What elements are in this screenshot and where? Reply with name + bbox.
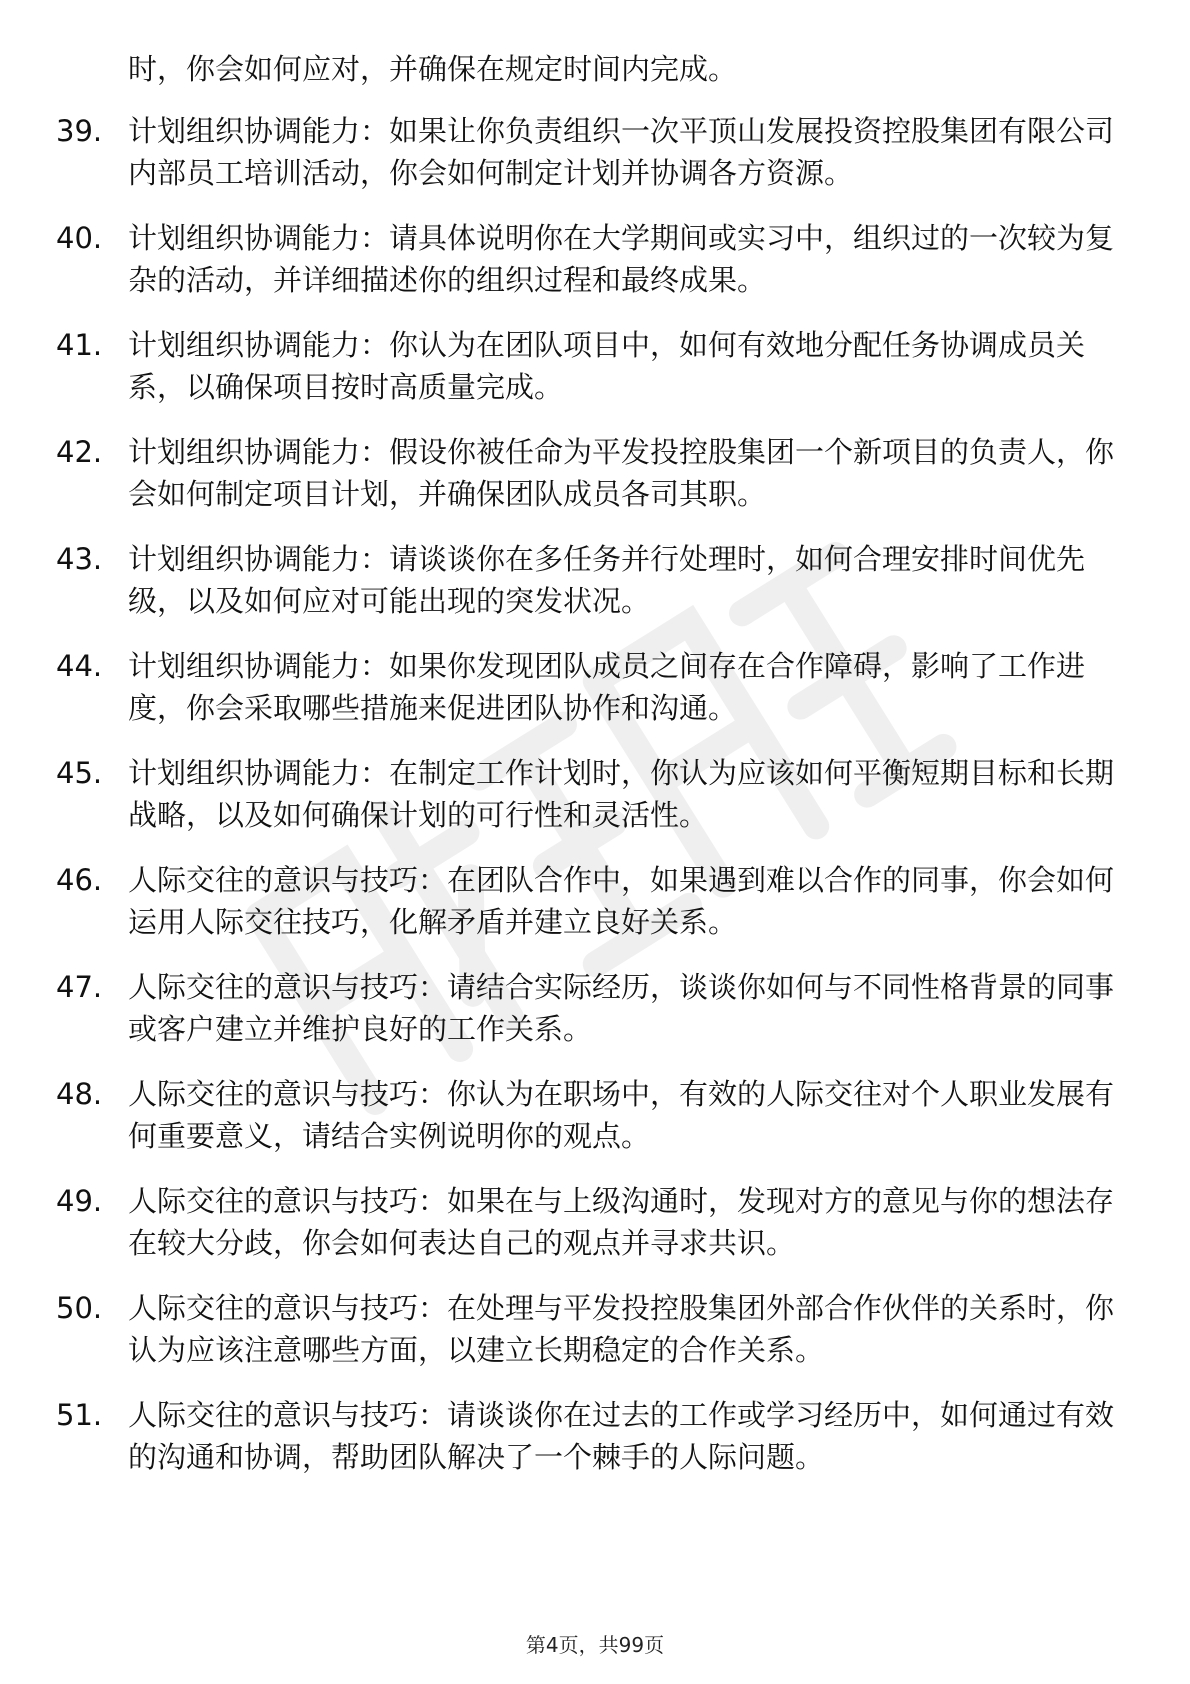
question-item — [0, 431, 1190, 515]
question-item — [0, 1287, 1190, 1371]
page-footer: 第4页，共99页 — [525, 1633, 665, 1657]
question-number: 43. — [56, 542, 103, 576]
question-item — [0, 752, 1190, 836]
question-number: 40. — [56, 221, 103, 255]
question-text: 人际交往的意识与技巧：请谈谈你在过去的工作或学习经历中，如何通过有效的沟通和协调，帮助团队解决了一个棘手的人际问题。 — [128, 1398, 1115, 1474]
question-number: 50. — [56, 1291, 103, 1325]
question-text: 计划组织协调能力：在制定工作计划时，你认为应该如何平衡短期目标和长期战略，以及如何确保计划的可行性和灵活性。 — [128, 756, 1115, 832]
question-item — [0, 110, 1190, 194]
question-number: 42. — [56, 435, 103, 469]
question-item — [0, 538, 1190, 622]
question-text: 计划组织协调能力：如果让你负责组织一次平顶山发展投资控股集团有限公司内部员工培训活动，你会如何制定计划并协调各方资源。 — [128, 114, 1115, 190]
question-number: 46. — [56, 863, 103, 897]
question-item — [0, 1073, 1190, 1157]
question-number: 48. — [56, 1077, 103, 1111]
question-number: 45. — [56, 756, 103, 790]
question-text: 计划组织协调能力：请谈谈你在多任务并行处理时，如何合理安排时间优先级，以及如何应对可能出现的突发状况。 — [128, 542, 1086, 618]
question-item — [0, 1180, 1190, 1264]
question-text: 人际交往的意识与技巧：在处理与平发投控股集团外部合作伙伴的关系时，你认为应该注意哪些方面，以建立长期稳定的合作关系。 — [128, 1291, 1115, 1367]
question-number: 51. — [56, 1398, 103, 1432]
question-item — [0, 645, 1190, 729]
question-list — [0, 110, 1190, 1501]
continuation-text: 时，你会如何应对，并确保在规定时间内完成。 — [128, 52, 738, 86]
question-text: 计划组织协调能力：你认为在团队项目中，如何有效地分配任务协调成员关系，以确保项目按时高质量完成。 — [128, 328, 1086, 404]
question-text: 人际交往的意识与技巧：请结合实际经历，谈谈你如何与不同性格背景的同事或客户建立并维护良好的工作关系。 — [128, 970, 1115, 1046]
question-item — [0, 859, 1190, 943]
question-text: 计划组织协调能力：假设你被任命为平发投控股集团一个新项目的负责人，你会如何制定项目计划，并确保团队成员各司其职。 — [128, 435, 1115, 511]
question-number: 49. — [56, 1184, 103, 1218]
question-text: 计划组织协调能力：如果你发现团队成员之间存在合作障碍，影响了工作进度，你会采取哪些措施来促进团队协作和沟通。 — [128, 649, 1086, 725]
question-item — [0, 324, 1190, 408]
question-number: 41. — [56, 328, 103, 362]
question-item — [0, 217, 1190, 301]
question-item — [0, 966, 1190, 1050]
question-number: 39. — [56, 114, 103, 148]
question-item — [0, 1394, 1190, 1478]
question-text: 人际交往的意识与技巧：在团队合作中，如果遇到难以合作的同事，你会如何运用人际交往技巧，化解矛盾并建立良好关系。 — [128, 863, 1115, 939]
question-number: 47. — [56, 970, 103, 1004]
question-text: 计划组织协调能力：请具体说明你在大学期间或实习中，组织过的一次较为复杂的活动，并详细描述你的组织过程和最终成果。 — [128, 221, 1115, 297]
question-text: 人际交往的意识与技巧：你认为在职场中，有效的人际交往对个人职业发展有何重要意义，请结合实例说明你的观点。 — [128, 1077, 1115, 1153]
question-text: 人际交往的意识与技巧：如果在与上级沟通时，发现对方的意见与你的想法存在较大分歧，你会如何表达自己的观点并寻求共识。 — [128, 1184, 1115, 1260]
question-number: 44. — [56, 649, 103, 683]
